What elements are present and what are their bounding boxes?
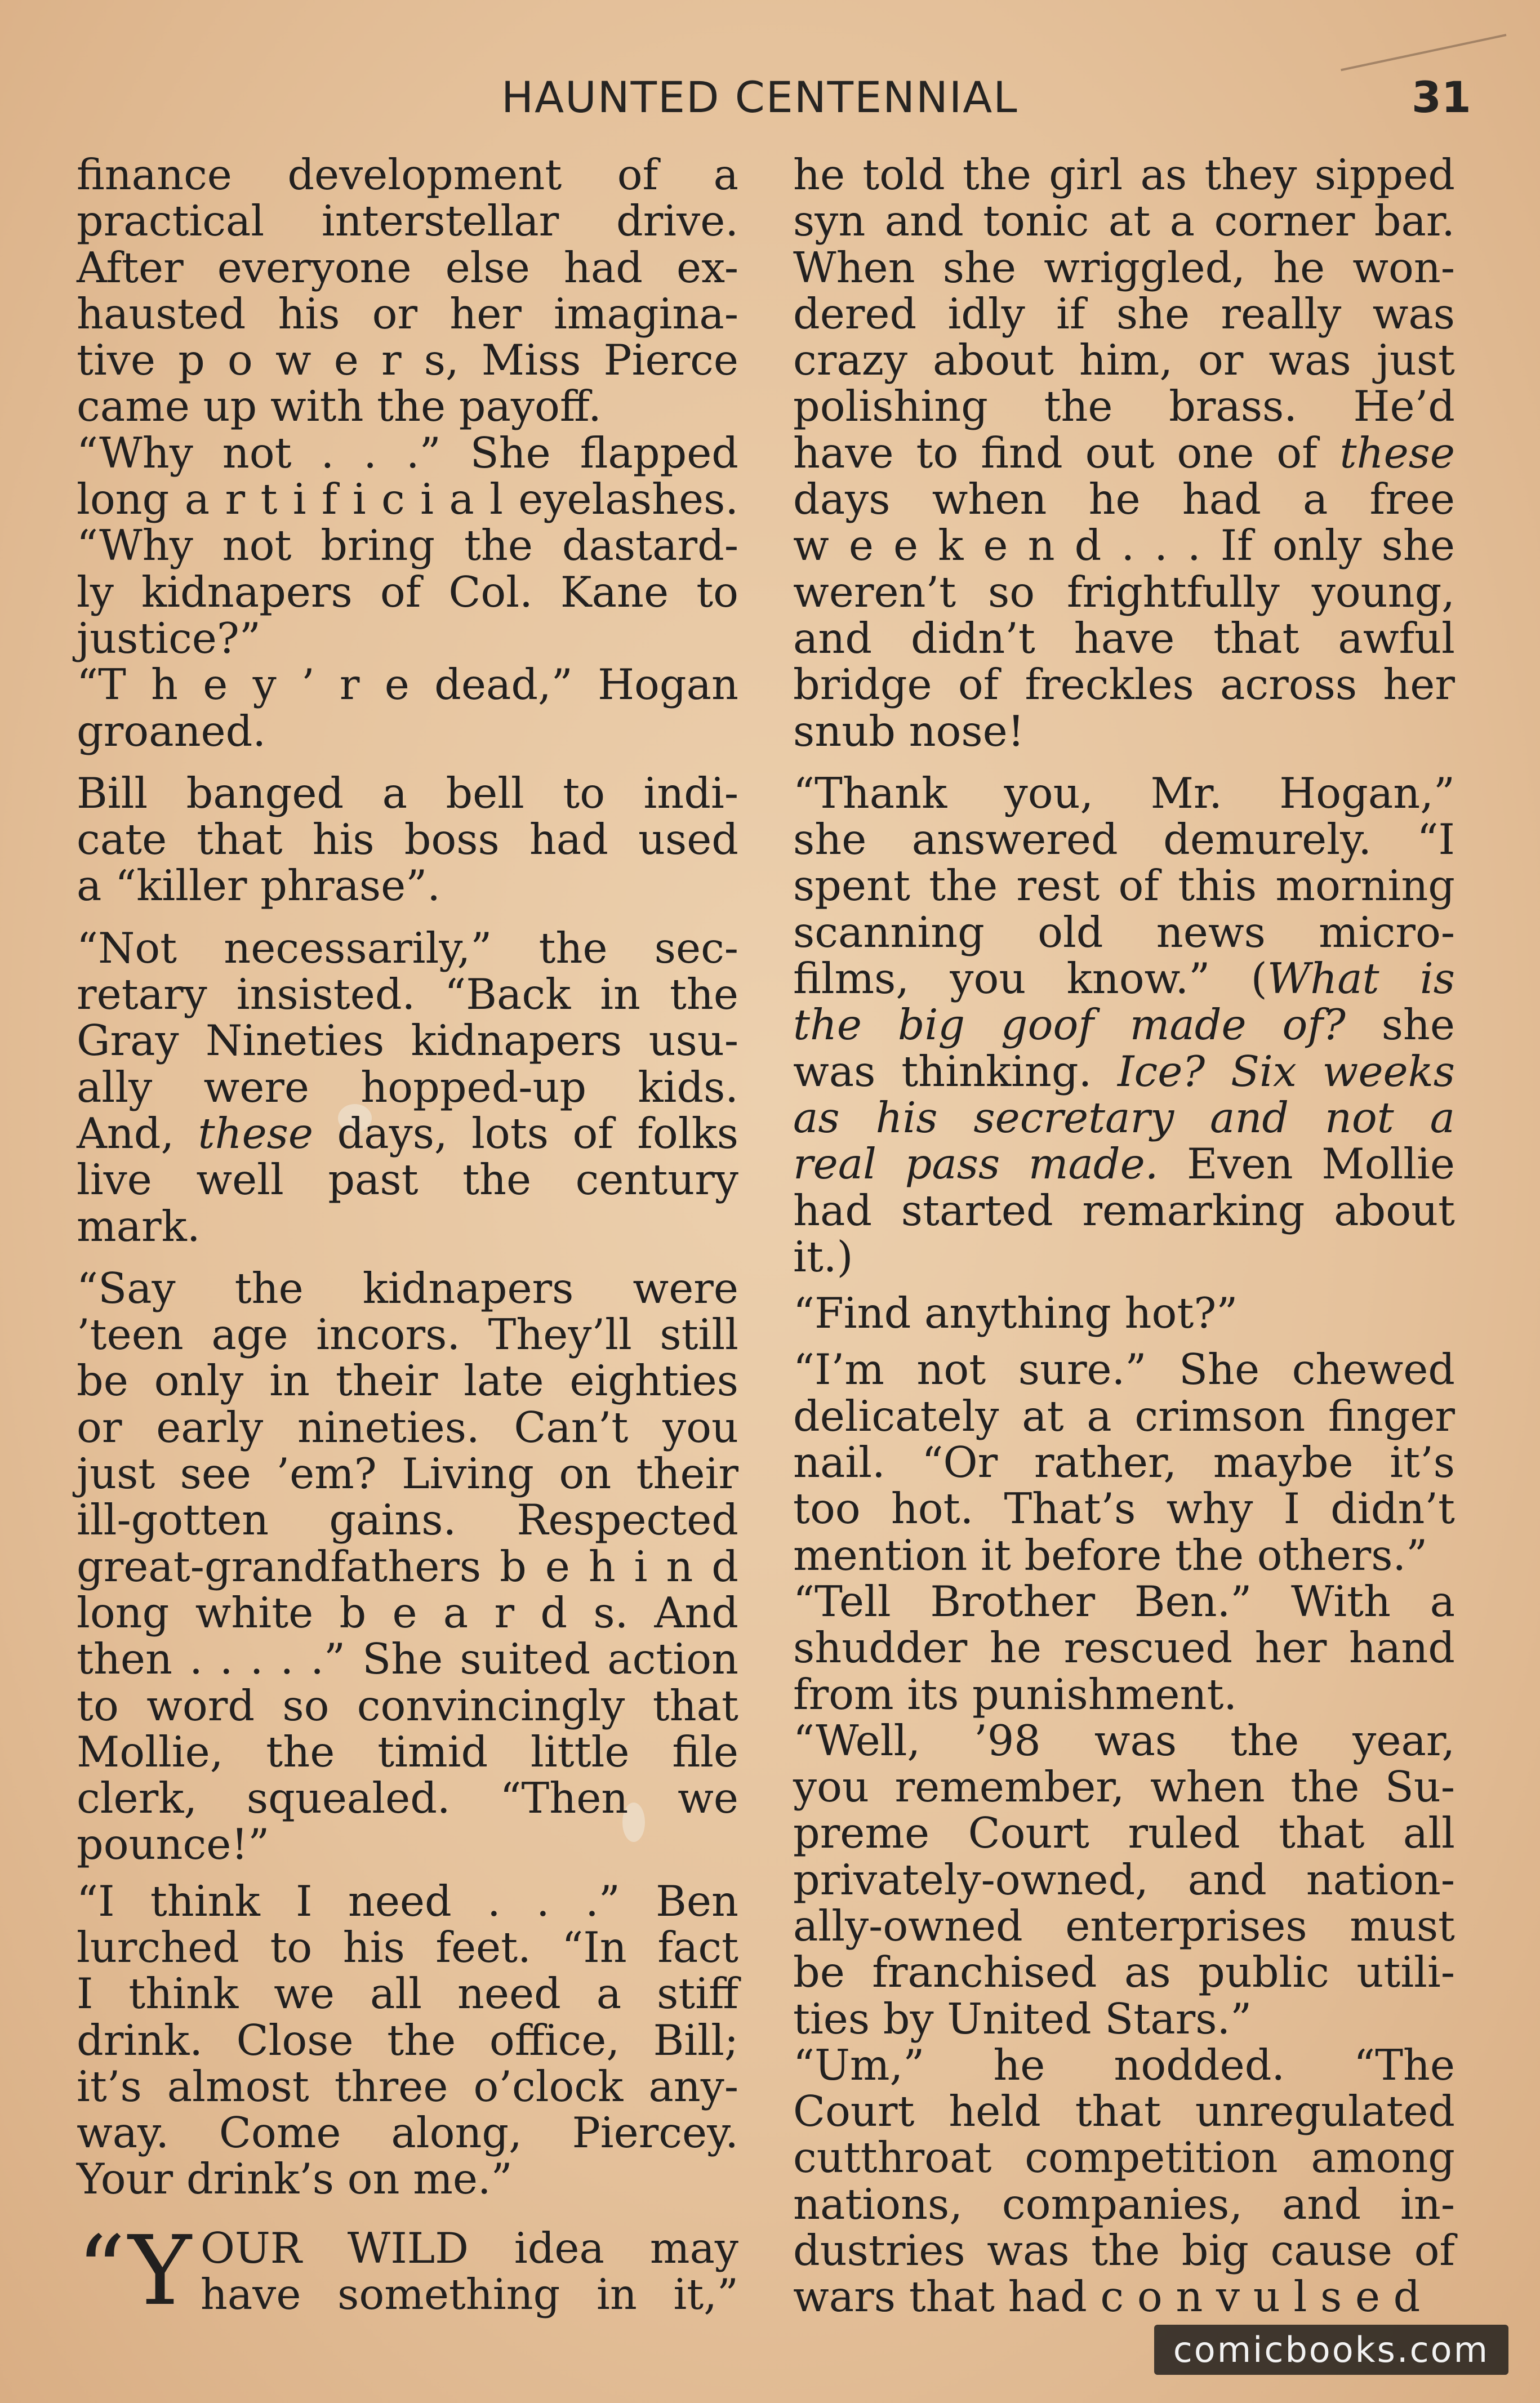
text-line: nail. “Or rather, maybe it’s xyxy=(793,1438,1455,1488)
text-line: When she wriggled, he won- xyxy=(793,243,1455,292)
text-line: and didn’t have that awful xyxy=(793,613,1455,663)
text-line: it’s almost three o’clock any- xyxy=(77,2062,738,2111)
left-column xyxy=(77,150,738,2327)
page-header xyxy=(0,72,1540,134)
text-line: cate that his boss had used xyxy=(77,815,738,865)
text-line: “Tell Brother Ben.” With a xyxy=(793,1577,1455,1626)
text-line: from its punishment. xyxy=(793,1670,1238,1719)
text-line: crazy about him, or was just xyxy=(793,336,1455,385)
text-line: films, you know.” (What is xyxy=(793,954,1455,1004)
text-line: polishing the brass. He’d xyxy=(793,382,1455,431)
text-line: hausted his or her imagina- xyxy=(77,289,738,339)
text-line: ally-owned enterprises must xyxy=(793,1901,1455,1951)
paragraph xyxy=(793,1579,1455,1718)
text-line: he told the girl as they sipped xyxy=(793,150,1455,199)
text-line: ill-gotten gains. Respected xyxy=(77,1496,738,1545)
text-line: OUR WILD idea may xyxy=(200,2223,738,2273)
text-line: was thinking. Ice? Six weeks xyxy=(793,1047,1455,1096)
text-line: dered idly if she really was xyxy=(793,289,1455,339)
text-line: “Why not . . .” She flapped xyxy=(77,428,738,478)
right-column xyxy=(793,152,1455,2321)
text-line: tive p o w e r s, Miss Pierce xyxy=(77,336,738,385)
text-line: long a r t i f i c i a l eyelashes. xyxy=(77,475,738,524)
text-line: “Say the kidnapers were xyxy=(77,1263,738,1313)
text-line: w e e k e n d . . . If only she xyxy=(793,521,1455,571)
text-line: it.) xyxy=(793,1232,853,1281)
text-line: “Um,” he nodded. “The xyxy=(793,2040,1455,2090)
text-line: “Find anything hot?” xyxy=(793,1289,1238,1338)
text-line: bridge of freckles across her xyxy=(793,660,1455,710)
text-line: pounce!” xyxy=(77,1820,270,1870)
text-line: clerk, squealed. “Then we xyxy=(77,1774,738,1823)
text-line: have to find out one of these xyxy=(793,428,1455,478)
text-line: real pass made. Even Mollie xyxy=(793,1140,1456,1189)
dropcap-paragraph xyxy=(77,2215,738,2327)
text-line: be franchised as public utili- xyxy=(793,1948,1455,1997)
text-line: the big goof made of? she xyxy=(793,1000,1456,1050)
text-line: a “killer phrase”. xyxy=(77,861,440,911)
text-line: ’teen age incors. They’ll still xyxy=(77,1310,738,1360)
paragraph xyxy=(793,1718,1455,2042)
text-line: had started remarking about xyxy=(793,1186,1455,1235)
text-line: And, these days, lots of folks xyxy=(77,1109,738,1158)
text-line: Gray Nineties kidnapers usu- xyxy=(77,1016,738,1066)
text-line: “Well, ’98 was the year, xyxy=(793,1716,1455,1765)
paragraph xyxy=(77,768,738,911)
running-title: HAUNTED CENTENNIAL xyxy=(501,72,1018,122)
text-line: have something in it,” xyxy=(200,2270,738,2320)
text-line: spent the rest of this morning xyxy=(793,861,1455,911)
paragraph xyxy=(793,1290,1455,1337)
text-line: days when he had a free xyxy=(793,475,1455,524)
text-line: long white b e a r d s. And xyxy=(77,1588,738,1637)
paragraph xyxy=(793,768,1456,1281)
text-line: came up with the payoff. xyxy=(77,382,602,431)
paragraph xyxy=(793,152,1455,755)
text-line: After everyone else had ex- xyxy=(77,243,738,292)
text-line: she answered demurely. “I xyxy=(793,815,1455,865)
text-line: to word so convincingly that xyxy=(77,1681,738,1730)
text-line: “I think I need . . .” Ben xyxy=(77,1876,738,1926)
paragraph xyxy=(793,2042,1455,2321)
text-line: be only in their late eighties xyxy=(77,1356,738,1406)
text-line: I think we all need a stiff xyxy=(77,1969,738,2019)
text-line: delicately at a crimson finger xyxy=(793,1391,1455,1441)
text-line: lurched to his feet. “In fact xyxy=(77,1923,738,1972)
paragraph xyxy=(77,1876,738,2204)
text-line: ties by United Stars.” xyxy=(793,1994,1252,2044)
text-line: then . . . . .” She suited action xyxy=(77,1635,738,1684)
text-line: mark. xyxy=(77,1202,201,1251)
text-line: way. Come along, Piercey. xyxy=(77,2108,738,2158)
text-line: drink. Close the office, Bill; xyxy=(77,2015,738,2065)
text-line: justice?” xyxy=(77,613,261,663)
text-line: cutthroat competition among xyxy=(793,2133,1455,2183)
text-line: privately-owned, and nation- xyxy=(793,1855,1455,1904)
text-line: preme Court ruled that all xyxy=(793,1809,1455,1858)
text-line: ally were hopped-up kids. xyxy=(77,1062,738,1112)
text-line: finance development of a xyxy=(77,150,738,199)
paragraph xyxy=(793,1347,1455,1578)
text-line: weren’t so frightfully young, xyxy=(793,567,1455,617)
paragraph xyxy=(77,430,738,662)
text-line: Bill banged a bell to indi- xyxy=(77,768,738,818)
text-line: “Not necessarily,” the sec- xyxy=(77,923,738,973)
text-line: live well past the century xyxy=(77,1155,738,1205)
text-line: Mollie, the timid little file xyxy=(77,1727,738,1777)
paragraph xyxy=(77,1263,738,1870)
text-line: snub nose! xyxy=(793,706,1025,756)
text-line: practical interstellar drive. xyxy=(77,197,738,246)
text-line: Court held that unregulated xyxy=(793,2087,1455,2137)
text-line: Your drink’s on me.” xyxy=(77,2155,513,2204)
text-line: dustries was the big cause of xyxy=(793,2226,1455,2276)
text-line: you remember, when the Su- xyxy=(793,1763,1455,1812)
text-line: groaned. xyxy=(77,706,266,756)
text-line: retary insisted. “Back in the xyxy=(77,970,738,1020)
paragraph xyxy=(77,152,738,430)
text-line: “Why not bring the dastard- xyxy=(77,521,738,571)
text-line: syn and tonic at a corner bar. xyxy=(793,197,1455,246)
source-watermark: comicbooks.com xyxy=(1154,2325,1508,2375)
text-line: shudder he rescued her hand xyxy=(793,1623,1455,1673)
text-line: as his secretary and not a xyxy=(793,1093,1455,1142)
text-line: scanning old news micro- xyxy=(793,907,1455,957)
text-line: great-grandfathers b e h i n d xyxy=(77,1542,738,1591)
corner-scuff-mark xyxy=(1341,34,1506,71)
text-line: just see ’em? Living on their xyxy=(77,1449,738,1499)
text-line: too hot. That’s why I didn’t xyxy=(793,1484,1455,1534)
paragraph xyxy=(77,925,738,1250)
text-line: or early nineties. Can’t you xyxy=(77,1403,738,1452)
text-line: ly kidnapers of Col. Kane to xyxy=(77,567,738,617)
text-line: “Thank you, Mr. Hogan,” xyxy=(793,768,1455,818)
text-line: wars that had c o n v u l s e d xyxy=(793,2272,1421,2322)
text-line: mention it before the others.” xyxy=(793,1530,1428,1580)
text-line: “I’m not sure.” She chewed xyxy=(793,1345,1455,1395)
text-line: “T h e y ’ r e dead,” Hogan xyxy=(77,660,738,710)
text-line: nations, companies, and in- xyxy=(793,2179,1455,2229)
page-number: 31 xyxy=(1412,72,1471,122)
paragraph xyxy=(77,662,738,755)
drop-cap-letter: “Y xyxy=(77,2215,192,2327)
